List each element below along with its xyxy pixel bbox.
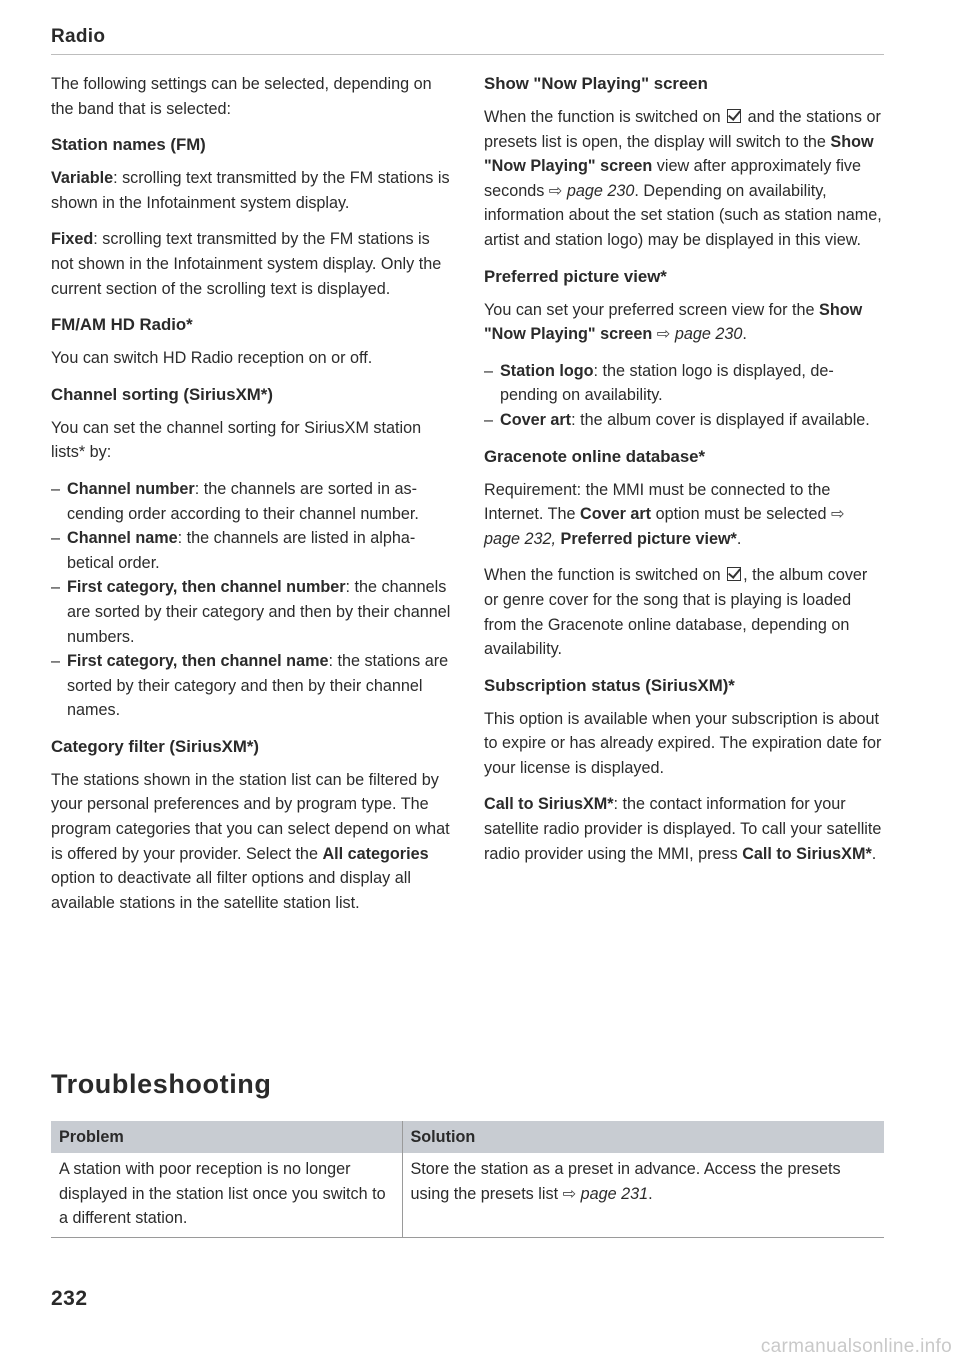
page-reference[interactable] (563, 1185, 649, 1203)
call-siriusxm-text-end: . (871, 844, 877, 863)
list-item (51, 575, 451, 649)
channel-sorting-list (51, 477, 451, 723)
now-playing-text: When the function is switched on (484, 108, 721, 126)
preferred-view-text-end: . (742, 325, 747, 344)
gracenote-paragraph-2 (484, 563, 884, 661)
list-item-text: : the station logo is displayed, depending on availability. (500, 361, 834, 405)
fixed-paragraph (51, 227, 451, 301)
gracenote-paragraph (484, 478, 884, 552)
checkbox-checked-icon (727, 109, 741, 123)
list-item (484, 359, 884, 408)
troubleshooting-title: Troubleshooting (51, 1069, 272, 1099)
preferred-view-heading: Preferred picture view* (484, 266, 667, 286)
now-playing-paragraph (484, 105, 884, 253)
cover-art-term: Cover art (580, 505, 652, 524)
fixed-text: : scrolling text transmitted by the FM stations is not shown in the Infotainment system display. Only the current section of the scrolling text is displayed. (51, 230, 442, 298)
list-item (51, 649, 451, 723)
solution-end: . (648, 1184, 653, 1203)
page-reference-text: page 232, (484, 529, 557, 548)
station-names-heading: Station names (FM) (51, 135, 206, 155)
preferred-view-text: You can set your preferred screen view for the (484, 300, 820, 319)
solution-text: Store the station as a preset in advance. Access the presets using the presets list (410, 1160, 841, 1203)
arrow-right-icon: ⇨ (562, 1184, 577, 1203)
now-playing-term: Show "Now Playing" screen (484, 132, 874, 176)
table-header-row (51, 1121, 884, 1153)
list-item-term: First category, then channel number (67, 578, 346, 597)
problem-cell: A station with poor reception is no longer displayed in the station list once you switch to a different station. (51, 1153, 402, 1237)
list-item (484, 408, 884, 433)
category-filter-text: The stations shown in the station list can be filtered by your personal preferences and by program type. The program categories that you can select depend on what is offered by your provider. Select the (51, 770, 450, 863)
variable-paragraph (51, 166, 451, 215)
list-item-term: Cover art (500, 410, 572, 429)
right-column (484, 72, 884, 878)
watermark: carmanualsonline.info (760, 1336, 952, 1357)
list-item-text: : the album cover is displayed if available. (571, 410, 870, 429)
preferred-view-term: Show "Now Playing" screen (484, 300, 863, 344)
list-item-text: : the channels are sorted by their category and then by their channel numbers. (67, 578, 451, 646)
header-title: Radio (51, 26, 106, 47)
category-filter-paragraph (51, 768, 451, 916)
list-item-text: : the channels are sorted in ascending order according to their channel number. (67, 479, 419, 523)
solution-header: Solution (402, 1121, 884, 1153)
page-number: 232 (51, 1287, 88, 1310)
running-header (51, 26, 884, 55)
list-item (51, 526, 451, 575)
now-playing-heading: Show "Now Playing" screen (484, 74, 708, 93)
gracenote-p2-text-2: , the album cover or genre cover for the song that is playing is loaded from the Gracenote online database, depending on availability. (484, 566, 868, 659)
category-filter-heading: Category filter (SiriusXM*) (51, 736, 259, 756)
gracenote-text-2: option must be selected (651, 505, 832, 524)
variable-term: Variable (51, 169, 114, 188)
page-reference[interactable] (657, 325, 743, 343)
preferred-view-term: Preferred picture view* (560, 529, 737, 548)
list-item-term: Channel name (67, 529, 178, 548)
call-siriusxm-term-2: Call to SiriusXM* (742, 844, 872, 863)
intro-paragraph: The following settings can be selected, depending on the band that is selected: (51, 75, 432, 118)
page-reference-text: page 230 (566, 181, 635, 200)
call-siriusxm-term: Call to SiriusXM* (484, 795, 614, 814)
list-item-text: : the channels are listed in alphabetical order. (67, 529, 416, 572)
arrow-right-icon: ⇨ (548, 181, 563, 200)
channel-sorting-paragraph: You can set the channel sorting for SiriusXM station lists* by: (51, 418, 422, 462)
preferred-view-list (484, 359, 884, 433)
now-playing-text-3: view after approximately five seconds (484, 157, 862, 200)
subscription-heading: Subscription status (SiriusXM)* (484, 675, 735, 695)
list-item-term: Station logo (500, 361, 594, 380)
left-column (51, 72, 451, 927)
hd-radio-heading: FM/AM HD Radio* (51, 315, 193, 335)
gracenote-heading: Gracenote online database* (484, 446, 706, 466)
channel-sorting-heading: Channel sorting (SiriusXM*) (51, 384, 273, 404)
page-reference[interactable] (549, 182, 635, 200)
problem-header: Problem (51, 1121, 402, 1153)
variable-text: : scrolling text transmitted by the FM stations is shown in the Infotainment system display. (51, 169, 450, 212)
call-siriusxm-text: : the contact information for your satellite radio provider is displayed. To call your satellite radio provider using the MMI, press (484, 795, 882, 863)
call-siriusxm-paragraph (484, 792, 884, 866)
troubleshooting-table (51, 1121, 884, 1238)
list-item-term: Channel number (67, 479, 195, 498)
list-item-text: : the stations are sorted by their category and then by their channel names. (67, 652, 449, 720)
gracenote-text-3: . (736, 529, 742, 548)
arrow-right-icon: ⇨ (656, 325, 671, 344)
solution-cell (402, 1153, 884, 1237)
category-filter-text-end: option to deactivate all filter options and display all available stations in the satellite station list. (51, 869, 411, 912)
page-reference-text: page 231 (580, 1184, 649, 1203)
table-row (51, 1153, 884, 1237)
subscription-paragraph: This option is available when your subscription is about to expire or has already expired. The expiration date for your license is displayed. (484, 709, 882, 777)
list-item-term: First category, then channel name (67, 652, 329, 671)
now-playing-text-2: and the stations or presets list is open, the display will switch to the (484, 108, 881, 151)
arrow-right-icon: ⇨ (831, 505, 845, 524)
checkbox-checked-icon (727, 567, 741, 581)
gracenote-text: Requirement: the MMI must be connected to the Internet. The (484, 480, 831, 524)
preferred-view-paragraph (484, 298, 884, 347)
list-item (51, 477, 451, 526)
page-reference-text: page 230 (674, 325, 743, 344)
fixed-term: Fixed (51, 230, 94, 249)
now-playing-text-4: . Depending on availability, information about the set station (such as station name, artist and station logo) may be displayed in this view. (484, 181, 882, 249)
gracenote-p2-text: When the function is switched on (484, 566, 721, 585)
all-categories-term: All categories (322, 844, 429, 863)
hd-radio-paragraph: You can switch HD Radio reception on or off. (51, 349, 373, 368)
